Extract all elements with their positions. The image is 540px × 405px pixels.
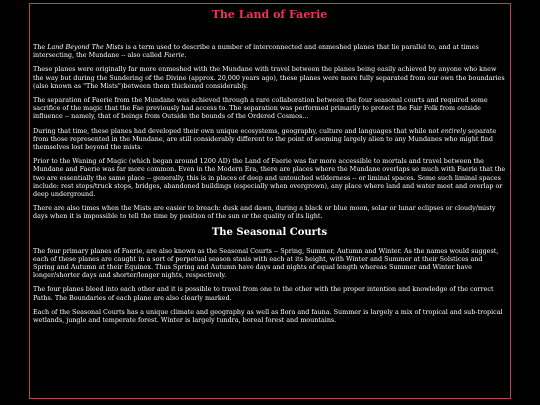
intro-paragraph-3: The separation of Faerie from the Mundane was achieved through a rare collaboration between the four seasonal courts and required some sacrifice of the magic that the Fae previously had access to. The separation was performed primarily to protect the Fair Folk from outside influence -- namely, that of beings from Outside the bounds of the Ordered Cosmos... <box>33 96 488 121</box>
page-title: The Land of Faerie <box>211 8 328 21</box>
intro-paragraph-6: There are also times when the Mists are easier to breach: dusk and dawn, during a black or blue moon, solar or lunar eclipses or cloudy/misty days when it is impossible to tell the time by position of the sun or the quality of its light. <box>33 204 496 221</box>
intro-p1-em2: Faerie <box>163 51 185 60</box>
intro-p4-mid: separate from those represented in the Mundane, are still considerably different to the point of seeming largely alien to any Mundanes who might find themselves lost beyond the mists. <box>33 126 497 152</box>
courts-paragraph-1: The four primary planes of Faerie, are also known as the Seasonal Courts -- Spring, Summer, Autumn and Winter. As the names would suggest, each of these planes are caught in a sort of perpetual season stasis with each at its height, with Winter and Summer at their Solstices and Spring and Autumn at their Equinox. Thus Spring and Autumn have days and nights of equal length whereas Summer and Winter have longer/shorter days and shorter/longer nights, respectively. <box>33 246 499 280</box>
intro-paragraph-1 <box>33 43 506 59</box>
courts-paragraph-3: Each of the Seasonal Courts has a unique climate and geography as well as flora and fauna. Summer is largely a mix of tropical and sub-tropical wetlands, jungle and temperate forest. Winter is largely tundra, boreal forest and mountains. <box>33 307 503 325</box>
section-heading: The Seasonal Courts <box>211 226 328 238</box>
intro-paragraph-4 <box>33 127 506 152</box>
intro-paragraph-2: These planes were originally far more enmeshed with the Mundane with travel between the planes being easily achieved by anyone who knew the way but during the Sundering of the Divine (approx. 20,000 years ago), these planes were more fully separated from our own the boundaries (also known as "The Mists")between them thickened considerably. <box>33 65 505 90</box>
intro-paragraph-5: Prior to the Waning of Magic (which began around 1200 AD) the Land of Faerie was far more accessible to mortals and travel between the Mundane and Faerie was far more common. Even in the Modern Era, there are places where the Mundane overlaps so much with Faerie that the two are essentially the same place -- generally, this is in places of deep and untouched wilderness -- or liminal spaces. Some such liminal spaces include: rest stops/truck stops, bridges, abandoned buildings (especially when overgrown), any place where land and water meet and overlap or deep underground. <box>33 157 506 199</box>
intro-p4-pre: During that time, these planes had developed their own unique ecosystems, geography, culture and languages that while not <box>33 126 441 135</box>
content-frame <box>29 3 511 399</box>
intro-p1-post: . <box>184 51 187 60</box>
intro-p1-pre: The <box>33 43 48 51</box>
intro-p1-mid: is a term used to describe a number of interconnected and enmeshed planes that lie parallel to, and at times intersecting, the Mundane -- also called <box>33 43 479 60</box>
intro-p1-em: Land Beyond The Mists <box>47 43 124 51</box>
intro-p4-em: entirely <box>440 126 466 135</box>
courts-paragraph-2: The four planes bleed into each other and it is possible to travel from one to the other with the proper intention and knowledge of the correct Paths. The Boundaries of each plane are also clearly marked. <box>33 285 494 302</box>
